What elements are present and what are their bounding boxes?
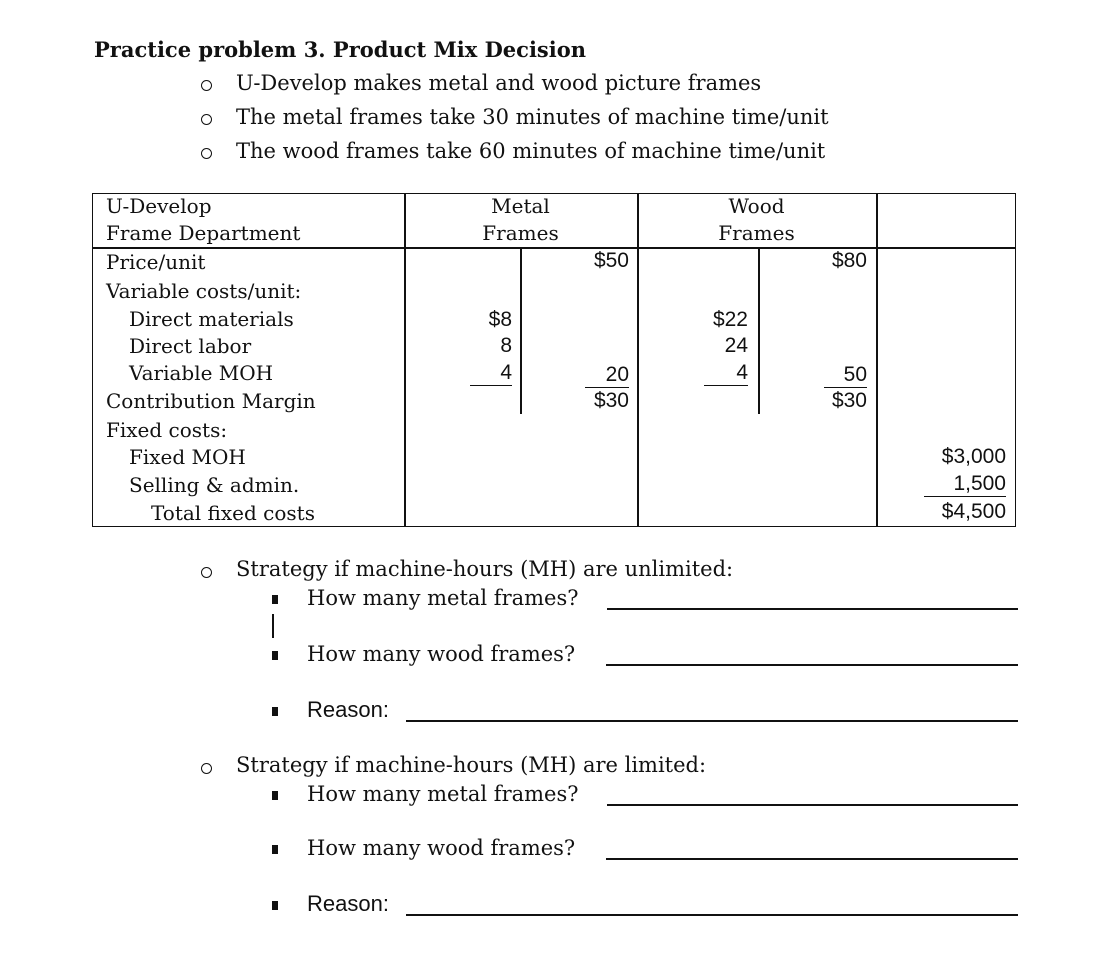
selling-admin-value: 1,500 xyxy=(924,472,1006,497)
metal-variable-total: 20 xyxy=(585,363,629,388)
square-bullet-icon xyxy=(272,707,278,716)
intro-bullet-2: The metal frames take 30 minutes of machine time/unit xyxy=(236,105,829,129)
unlimited-wood-answer-line[interactable] xyxy=(606,664,1018,666)
limited-metal-question: How many metal frames? xyxy=(307,782,579,806)
wood-direct-materials: $22 xyxy=(712,308,748,331)
row-label-variable-moh: Variable MOH xyxy=(129,361,274,385)
limited-reason-answer-line[interactable] xyxy=(406,914,1018,916)
strategy-limited-heading: Strategy if machine-hours (MH) are limited: xyxy=(236,753,707,777)
circle-bullet-icon xyxy=(201,114,212,125)
header-company: U-Develop xyxy=(106,194,212,218)
header-metal-frames: Frames xyxy=(482,221,559,245)
metal-price: $50 xyxy=(593,249,629,272)
header-department: Frame Department xyxy=(106,221,301,245)
row-label-direct-materials: Direct materials xyxy=(129,307,294,331)
square-bullet-icon xyxy=(272,595,278,604)
unlimited-wood-question: How many wood frames? xyxy=(307,642,576,666)
intro-bullet-1: U-Develop makes metal and wood picture frames xyxy=(236,71,762,95)
wood-price: $80 xyxy=(831,249,867,272)
row-label-fixed: Fixed costs: xyxy=(106,418,228,442)
metal-direct-materials: $8 xyxy=(488,308,512,331)
wood-direct-labor: 24 xyxy=(724,334,748,357)
metal-variable-moh: 4 xyxy=(470,361,512,386)
total-fixed-value: $4,500 xyxy=(941,500,1006,523)
fixed-moh-value: $3,000 xyxy=(941,445,1006,468)
square-bullet-icon xyxy=(272,901,278,910)
circle-bullet-icon xyxy=(201,148,212,159)
circle-bullet-icon xyxy=(201,80,212,91)
strategy-unlimited-heading: Strategy if machine-hours (MH) are unlimited: xyxy=(236,557,734,581)
wood-variable-total: 50 xyxy=(824,363,867,388)
square-bullet-icon xyxy=(272,791,278,800)
row-label-selling-admin: Selling & admin. xyxy=(129,473,300,497)
metal-direct-labor: 8 xyxy=(500,334,512,357)
metal-contribution-margin: $30 xyxy=(593,389,629,412)
header-wood: Wood xyxy=(728,194,785,218)
row-label-fixed-moh: Fixed MOH xyxy=(129,445,246,469)
circle-bullet-icon xyxy=(201,567,212,578)
unlimited-metal-question: How many metal frames? xyxy=(307,586,579,610)
unlimited-metal-answer-line[interactable] xyxy=(607,608,1018,610)
unlimited-reason-answer-line[interactable] xyxy=(406,720,1018,722)
row-label-total-fixed: Total fixed costs xyxy=(151,501,315,525)
wood-contribution-margin: $30 xyxy=(831,389,867,412)
header-wood-frames: Frames xyxy=(718,221,795,245)
square-bullet-icon xyxy=(272,845,278,854)
row-label-contribution-margin: Contribution Margin xyxy=(106,389,316,413)
row-label-direct-labor: Direct labor xyxy=(129,334,252,358)
square-bullet-icon xyxy=(272,651,278,660)
page-title: Practice problem 3. Product Mix Decision xyxy=(94,37,587,62)
limited-metal-answer-line[interactable] xyxy=(607,804,1018,806)
intro-bullet-3: The wood frames take 60 minutes of machine time/unit xyxy=(236,139,826,163)
limited-wood-answer-line[interactable] xyxy=(606,858,1018,860)
header-metal: Metal xyxy=(491,194,550,218)
circle-bullet-icon xyxy=(201,763,212,774)
limited-reason-label: Reason: xyxy=(307,891,389,916)
text-cursor-icon xyxy=(272,614,274,638)
row-label-price: Price/unit xyxy=(106,250,206,274)
row-label-variable: Variable costs/unit: xyxy=(106,279,302,303)
limited-wood-question: How many wood frames? xyxy=(307,836,576,860)
wood-variable-moh: 4 xyxy=(704,361,748,386)
unlimited-reason-label: Reason: xyxy=(307,697,389,722)
